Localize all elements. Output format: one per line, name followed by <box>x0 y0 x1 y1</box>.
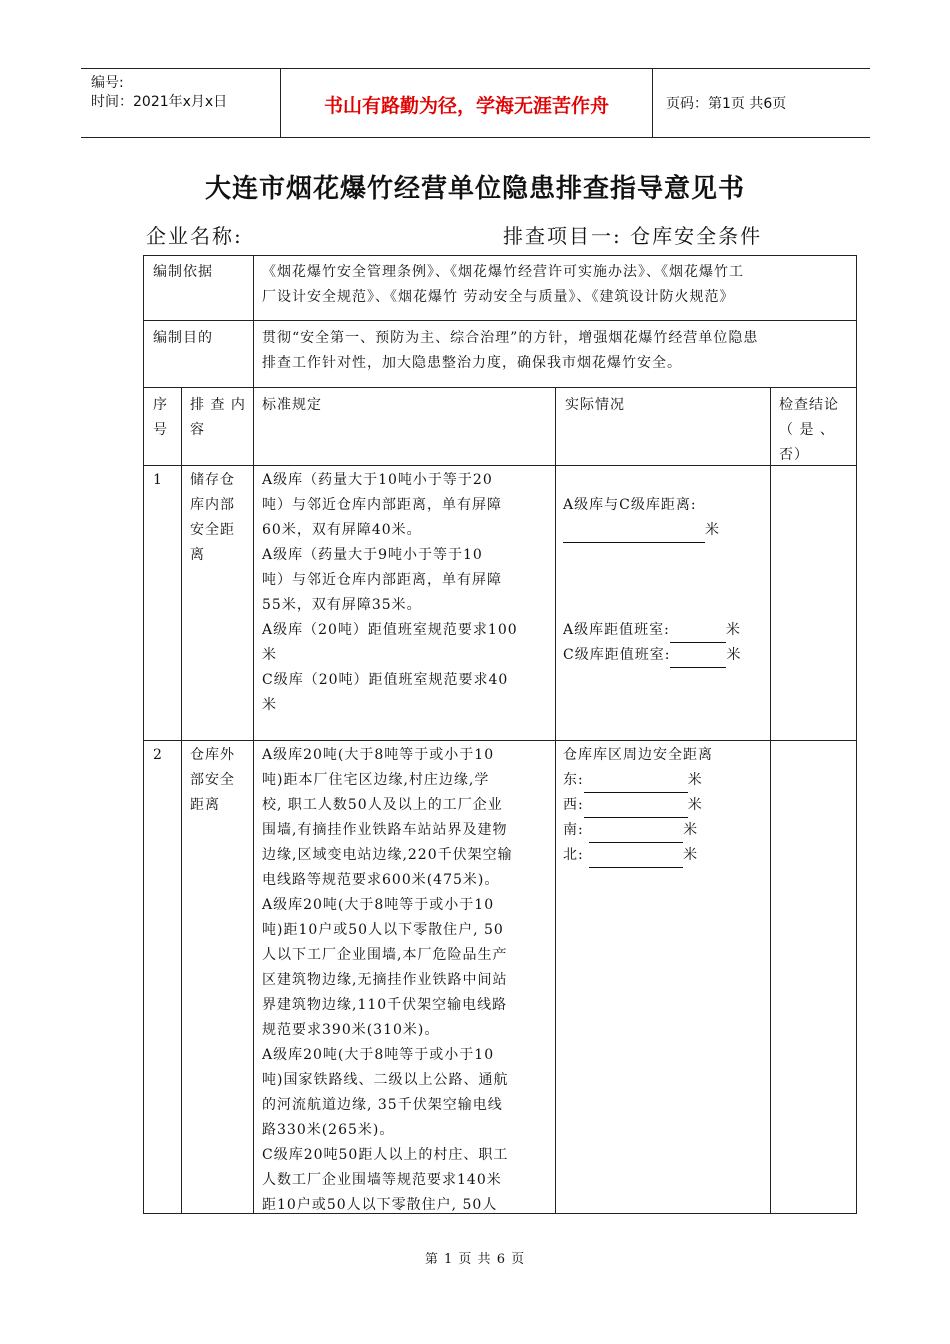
row2-standard: A级库20吨(大于8吨等于或小于10 吨)距本厂住宅区边缘,村庄边缘,学 校, 职工人数50人及以上的工厂企业 围墙,有摘挂作业铁路车站站界及建物 边缘,区域变电站边缘,220千伏架空输 电线路等规范要求600米(475米)。 A级库20吨(大于8吨等于或小于10 吨)距10户或50人以下零散住户, 50 人以下工厂企业围墙,本厂危险品生产 区建筑物边缘,无摘挂作业铁路中间站 界建筑物边缘,110千伏架空输电线路 规范要求390米(310米)。 A级库20吨(大于8吨等于或小于10 吨)国家铁路线、二级以上公路、通航 的河流航道边缘, 35千伏架空输电线 路330米(265米)。 C级库20吨50距人以上的村庄、职工 人数工厂企业围墙等规范要求140米 距10户或50人以下零散住户, 50人 <box>262 747 513 1213</box>
basis-text <box>262 260 854 310</box>
row1-seq: 1 <box>153 472 163 488</box>
basis-line: 《烟花爆竹安全管理条例》、《烟花爆竹经营许可实施办法》、《烟花爆竹工 <box>262 264 744 280</box>
document-title: 大连市烟花爆竹经营单位隐患排查指导意见书 <box>204 174 745 204</box>
purpose-text <box>262 326 854 376</box>
purpose-label: 编制目的 <box>153 330 213 346</box>
row1-standard: A级库（药量大于10吨小于等于20 吨）与邻近仓库内部距离，单有屏障 60米，双有屏障40米。 A级库（药量大于9吨小于等于10 吨）与邻近仓库内部距离，单有屏障 55米，双有屏障35米。 A级库（20吨）距值班室规范要求100 米 C级库（20吨）距值班室规范要求40 米 <box>262 472 518 713</box>
row1-c-duty-field[interactable]: C级库距值班室: 米 <box>563 643 741 668</box>
col-header-content: 排 查 内 容 <box>190 397 246 438</box>
document-time-label: 时间：2021年x月x日 <box>91 94 228 110</box>
company-name-label: 企业名称: <box>146 224 243 248</box>
header-page-info: 页码：第1页 共6页 <box>666 96 787 112</box>
row1-content: 储存仓 库内部 安全距 离 <box>190 472 235 563</box>
page-footer: 第 1 页 共 6 页 <box>424 1252 526 1267</box>
row2-seq: 2 <box>153 747 163 763</box>
row1-a-duty-field[interactable]: A级库距值班室: 米 <box>563 618 741 643</box>
col-header-standard: 标准规定 <box>262 397 322 413</box>
document-number-label: 编号: <box>91 75 124 91</box>
col-header-actual: 实际情况 <box>565 397 625 413</box>
inspection-item-label: 排查项目一: 仓库安全条件 <box>503 224 763 248</box>
purpose-line: 排查工作针对性，加大隐患整治力度，确保我市烟花爆竹安全。 <box>262 355 682 371</box>
col-header-seq: 序 号 <box>153 397 168 438</box>
row2-north-field[interactable]: 北: 米 <box>563 843 698 868</box>
row2-west-field[interactable]: 西: 米 <box>563 793 703 818</box>
row1-ac-distance-label: A级库与C级库距离: <box>563 497 697 513</box>
basis-line: 厂设计安全规范》、《烟花爆竹 劳动安全与质量》、《建筑设计防火规范》 <box>262 289 735 305</box>
row1-ac-distance-field[interactable]: 米 <box>563 518 720 543</box>
purpose-line: 贯彻“安全第一、预防为主、综合治理”的方针，增强烟花爆竹经营单位隐患 <box>262 330 759 346</box>
row2-east-field[interactable]: 东: 米 <box>563 768 703 793</box>
basis-label: 编制依据 <box>153 264 213 280</box>
col-header-conclusion: 检查结论 （ 是 、 否） <box>779 397 839 463</box>
row2-content: 仓库外 部安全 距离 <box>190 747 235 813</box>
header-motto: 书山有路勤为径，学海无涯苦作舟 <box>281 69 653 137</box>
row2-south-field[interactable]: 南: 米 <box>563 818 698 843</box>
row2-actual-heading: 仓库库区周边安全距离 <box>563 747 713 763</box>
